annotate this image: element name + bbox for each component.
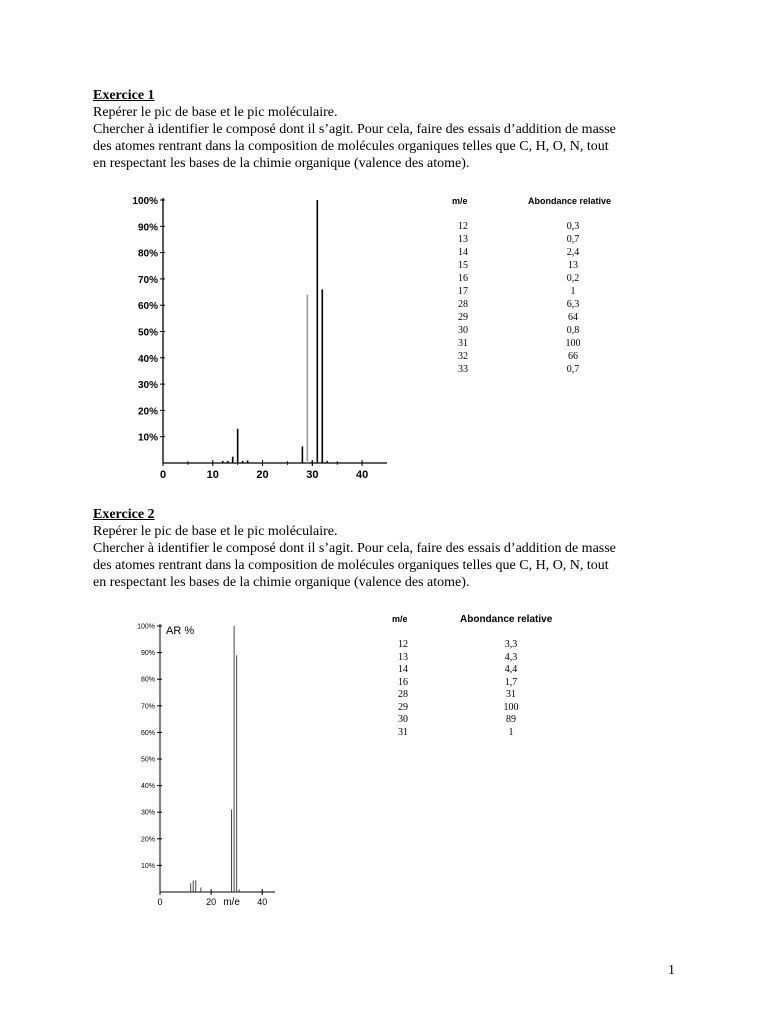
y-tick-label: 80% — [140, 676, 155, 684]
y-tick-label: 70% — [140, 703, 155, 711]
table-row — [448, 285, 648, 298]
y-tick-label: 30% — [140, 809, 155, 817]
table-cell-abundance: 0,3 — [566, 221, 580, 232]
x-tick-label: 0 — [159, 469, 167, 481]
exercise-1-line-4: en respectant les bases de la chimie organique (valence des atome). — [93, 156, 470, 171]
y-tick-label: 100% — [137, 623, 155, 631]
exercise-2-title: Exercice 2 — [93, 507, 155, 522]
table-cell-me: 16 — [458, 273, 468, 284]
table-cell-abundance: 3,3 — [504, 639, 518, 650]
abundance-table-2 — [388, 614, 588, 744]
table-cell-abundance: 0,7 — [566, 234, 580, 245]
x-tick-label: 40 — [355, 469, 369, 481]
mass-spectrum-2 — [125, 615, 285, 915]
table-cell-abundance: 13 — [568, 260, 578, 271]
table-cell-abundance: 100 — [565, 338, 581, 349]
table-cell-me: 14 — [398, 664, 408, 675]
table-cell-abundance: 66 — [568, 351, 578, 362]
y-tick-label: 80% — [137, 248, 158, 260]
table-row — [448, 363, 648, 376]
y-tick-label: 20% — [137, 406, 158, 418]
table-row — [388, 701, 588, 714]
table-row — [448, 324, 648, 337]
table-cell-me: 28 — [458, 299, 468, 310]
exercise-1-title: Exercice 1 — [93, 88, 155, 103]
table-1-header-abundance: Abondance relative — [528, 196, 612, 206]
table-cell-abundance: 100 — [503, 701, 519, 713]
table-row — [448, 220, 648, 233]
table-cell-abundance: 6,3 — [566, 299, 580, 310]
table-row — [388, 651, 588, 664]
exercise-2-line-3: des atomes rentrant dans la composition de molécules organiques telles que C, H, O, N, tout — [93, 558, 609, 573]
y-tick-label: 40% — [137, 353, 158, 365]
table-2-header-me: m/e — [392, 614, 408, 624]
table-cell-me: 28 — [398, 689, 408, 700]
table-cell-abundance: 0,7 — [566, 364, 580, 375]
y-tick-label: 10% — [137, 432, 158, 444]
table-row — [388, 726, 588, 739]
exercise-1-line-3: des atomes rentrant dans la composition de molécules organiques telles que C, H, O, N, tout — [93, 139, 609, 154]
table-row — [448, 337, 648, 350]
y-tick-label: 50% — [140, 756, 155, 764]
x-tick-label: 20 — [256, 469, 269, 481]
x-tick-label: 40 — [257, 897, 268, 907]
y-tick-label: 90% — [137, 222, 158, 234]
table-row — [448, 259, 648, 272]
table-cell-me: 12 — [458, 221, 468, 232]
table-cell-me: 31 — [398, 726, 408, 738]
x-tick-label: 10 — [206, 469, 219, 481]
table-cell-me: 12 — [398, 639, 408, 650]
table-cell-me: 30 — [398, 714, 408, 725]
table-row — [448, 298, 648, 311]
table-row — [448, 311, 648, 324]
table-cell-abundance: 2,4 — [566, 247, 580, 258]
table-cell-abundance: 1 — [508, 726, 514, 738]
y-axis-label: AR % — [166, 625, 195, 637]
y-tick-label: 30% — [137, 380, 158, 392]
y-tick-label: 90% — [140, 650, 155, 658]
page-number: 1 — [668, 963, 675, 978]
table-cell-abundance: 4,3 — [504, 651, 518, 663]
y-tick-label: 50% — [137, 327, 158, 339]
abundance-table-1 — [448, 196, 648, 381]
table-row — [388, 676, 588, 689]
table-row — [448, 272, 648, 285]
exercise-1-line-1: Repérer le pic de base et le pic moléculaire. — [93, 105, 338, 120]
table-cell-me: 32 — [458, 351, 468, 362]
table-cell-me: 17 — [458, 286, 468, 297]
y-tick-label: 10% — [140, 862, 155, 870]
table-row — [448, 350, 648, 363]
exercise-2-text — [93, 506, 713, 591]
table-cell-abundance: 1 — [570, 286, 576, 297]
table-row — [388, 688, 588, 701]
table-1-header-me: m/e — [452, 196, 468, 206]
x-axis-label: m/e — [223, 897, 240, 908]
exercise-2-line-4: en respectant les bases de la chimie organique (valence des atome). — [93, 575, 470, 590]
x-tick-label: 0 — [157, 897, 163, 907]
table-cell-me: 29 — [458, 312, 468, 323]
x-tick-label: 20 — [206, 897, 217, 907]
table-cell-abundance: 4,4 — [504, 664, 518, 675]
exercise-2-line-2: Chercher à identifier le composé dont il s’agit. Pour cela, faire des essais d’addition de masse — [93, 541, 616, 556]
table-row — [388, 638, 588, 651]
x-tick-label: 30 — [306, 469, 319, 481]
y-tick-label: 100% — [132, 196, 158, 207]
table-row — [388, 713, 588, 726]
table-cell-me: 31 — [458, 338, 468, 349]
mass-spectrum-1 — [115, 190, 395, 485]
table-cell-abundance: 89 — [506, 714, 516, 725]
exercise-1-line-2: Chercher à identifier le composé dont il s’agit. Pour cela, faire des essais d’addition de masse — [93, 122, 616, 137]
table-cell-me: 16 — [398, 676, 408, 688]
table-cell-me: 33 — [458, 364, 468, 375]
table-cell-me: 29 — [398, 701, 408, 713]
table-cell-me: 30 — [458, 325, 468, 336]
table-row — [448, 246, 648, 259]
table-cell-abundance: 64 — [568, 312, 578, 323]
y-tick-label: 70% — [137, 274, 158, 286]
exercise-2-line-1: Repérer le pic de base et le pic moléculaire. — [93, 524, 338, 539]
y-tick-label: 60% — [137, 301, 158, 313]
y-tick-label: 40% — [140, 783, 155, 791]
table-cell-abundance: 1,7 — [504, 676, 518, 688]
table-row — [388, 663, 588, 676]
table-cell-abundance: 0,2 — [566, 273, 580, 284]
table-cell-me: 13 — [398, 651, 408, 663]
table-2-header-abundance: Abondance relative — [460, 614, 553, 625]
table-row — [448, 233, 648, 246]
table-cell-me: 13 — [458, 234, 468, 245]
table-cell-abundance: 0,8 — [566, 325, 580, 336]
table-cell-me: 14 — [458, 247, 468, 258]
y-tick-label: 60% — [140, 729, 155, 737]
y-tick-label: 20% — [140, 836, 155, 844]
table-cell-abundance: 31 — [506, 689, 516, 700]
table-cell-me: 15 — [458, 260, 468, 271]
exercise-1-text — [93, 87, 713, 172]
